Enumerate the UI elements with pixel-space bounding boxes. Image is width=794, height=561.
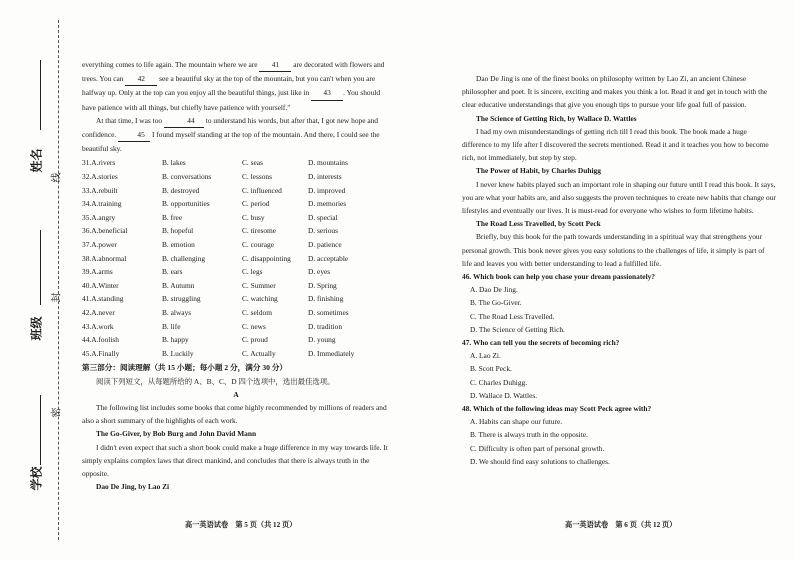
- option-cell: C. proud: [242, 335, 268, 345]
- school-write-line: [40, 395, 41, 465]
- option-cell: 42.A.never: [82, 307, 115, 317]
- option-cell: D. interests: [308, 172, 342, 182]
- book-text-dao-de-jing: Dao De Jing is one of the finest books on philosophy written by Lao Zi, an ancient Chinese philosopher and poet. It is sincere, exciting and makes you think a lot. Read it and get in touch with the clear educative understandings that give you enough tips to pursue your life goal full of passion.: [462, 74, 768, 110]
- option-cell: B. opportunities: [162, 199, 210, 209]
- cloze-text: are decorated with flowers and trees. You can: [82, 60, 385, 84]
- option-row: [82, 320, 382, 334]
- option-cell: D. mountains: [308, 158, 348, 168]
- option-cell: D. acceptable: [308, 253, 349, 263]
- option-row: [82, 265, 382, 279]
- option-cell: 39.A.arms: [82, 267, 113, 277]
- name-write-line: [40, 60, 41, 130]
- section-3-heading: 第三部分：阅读理解（共 15 小题；每小题 2 分，满分 30 分）: [82, 363, 288, 373]
- seal-dash-line: [58, 20, 59, 540]
- blank-44: 44: [164, 114, 204, 128]
- seal-mark-line: 线: [51, 172, 63, 183]
- option-cell: D. Spring: [308, 280, 337, 290]
- answer-choice: B. Scott Peck.: [470, 364, 512, 374]
- left-column: [82, 58, 390, 493]
- option-cell: B. conversations: [162, 172, 212, 182]
- answer-choice: B. The Go-Giver.: [470, 298, 522, 308]
- option-cell: C. period: [242, 199, 270, 209]
- option-cell: D. finishing: [308, 294, 344, 304]
- option-cell: D. patience: [308, 239, 342, 249]
- option-row: [82, 279, 382, 293]
- option-row: [82, 347, 382, 361]
- option-cell: C. seas: [242, 158, 263, 168]
- option-cell: D. memories: [308, 199, 347, 209]
- passage-intro: The following list includes some books that come highly recommended by millions of readers and also a short summary of the highlights of each work.: [82, 402, 387, 426]
- option-cell: 35.A.angry: [82, 212, 116, 222]
- option-cell: D. young: [308, 335, 336, 345]
- blank-45: 45: [118, 128, 150, 142]
- option-cell: C. Actually: [242, 348, 276, 358]
- option-cell: B. life: [162, 321, 181, 331]
- name-label: 姓名: [29, 148, 44, 173]
- question-stem: 46. Which book can help you chase your dream passionately?: [462, 272, 656, 282]
- option-cell: C. influenced: [242, 185, 282, 195]
- blank-43: 43: [311, 86, 343, 100]
- option-cell: C. watching: [242, 294, 278, 304]
- option-cell: C. Summer: [242, 280, 276, 290]
- option-cell: B. always: [162, 307, 192, 317]
- reading-instruction: 阅读下列短文，从每题所给的 A、B、C、D 四个选项中，选出最佳选项。: [96, 376, 335, 386]
- option-cell: C. disappointing: [242, 253, 291, 263]
- cloze-text: At that time, I was too: [96, 115, 164, 125]
- answer-choice: A. Habits can shape our future.: [470, 417, 563, 427]
- option-cell: 31.A.rivers: [82, 158, 116, 168]
- option-row: [82, 238, 382, 252]
- school-label: 学校: [29, 466, 44, 491]
- option-cell: D. special: [308, 212, 338, 222]
- question-stem: 47. Who can tell you the secrets of becoming rich?: [462, 338, 620, 348]
- class-write-line: [40, 230, 41, 305]
- answer-choice: A. Dao De Jing.: [470, 285, 518, 295]
- option-cell: B. emotion: [162, 239, 195, 249]
- page-footer-right: 高一英语试卷 第 6 页（共 12 页）: [565, 521, 677, 529]
- book-title-go-giver: The Go-Giver, by Bob Burg and John David Mann: [96, 429, 257, 439]
- option-cell: B. free: [162, 212, 183, 222]
- book-text-road-less-travelled: Briefly, buy this book for the path towards understanding in a spiritual way that strengthens your personal growth. This book never gives you easy solutions to the challenges of life, it simply is part of life and leaves you with better understanding to lead a fulfilled life.: [462, 232, 765, 268]
- option-cell: 38.A.abnormal: [82, 253, 127, 263]
- book-text-getting-rich: I had my own misunderstandings of getting rich till I read this book. The book made a huge difference to my life after I discovered the secrets mentioned. Read it and it teaches you how to become rich, not immediately, but step by step.: [462, 126, 769, 163]
- option-cell: C. tiresome: [242, 226, 277, 236]
- option-row: [82, 156, 382, 170]
- option-cell: B. lakes: [162, 158, 186, 168]
- option-cell: D. Immediately: [308, 348, 355, 358]
- option-row: [82, 292, 382, 306]
- book-title-getting-rich: The Science of Getting Rich, by Wallace D. Wattles: [476, 113, 637, 123]
- option-cell: 40.A.Winter: [82, 280, 119, 290]
- option-cell: 43.A.work: [82, 321, 114, 331]
- option-cell: B. ears: [162, 267, 183, 277]
- blank-42: 42: [125, 72, 157, 86]
- option-cell: C. courage: [242, 239, 275, 249]
- book-text-go-giver: I didn't even expect that such a short book could make a huge difference in my way towards life. It simply explains complex laws that direct mankind, and concludes that there is always truth in the opposite.: [82, 442, 388, 478]
- option-row: [82, 306, 382, 320]
- binding-margin: [0, 0, 70, 561]
- passage-letter: A: [233, 389, 239, 399]
- option-row: [82, 224, 382, 238]
- answer-choice: C. The Road Less Travelled.: [470, 311, 555, 321]
- option-row: [82, 333, 382, 347]
- answer-choice: B. There is always truth in the opposite.: [470, 430, 588, 440]
- seal-mark-secret: 密: [51, 407, 63, 418]
- option-cell: B. hopeful: [162, 226, 194, 236]
- right-column: [462, 72, 776, 468]
- option-row: [82, 252, 382, 266]
- option-cell: 32.A.stories: [82, 172, 118, 182]
- seal-mark-seal: 封: [51, 292, 63, 303]
- option-cell: D. serious: [308, 226, 338, 236]
- book-title-dao-de-jing: Dao De Jing, by Lao Zi: [96, 482, 170, 492]
- option-cell: 34.A.training: [82, 199, 122, 209]
- option-cell: C. busy: [242, 212, 265, 222]
- option-cell: 33.A.rebuilt: [82, 185, 118, 195]
- answer-choice: C. Charles Duhigg.: [470, 377, 528, 387]
- option-row: [82, 170, 382, 184]
- option-cell: 41.A.standing: [82, 294, 124, 304]
- option-row: [82, 184, 382, 198]
- cloze-text: . You should have patience with all things, but chiefly have patience with yourself.": [82, 88, 381, 112]
- blank-41: 41: [259, 58, 291, 72]
- answer-choice: D. We should find easy solutions to challenges.: [470, 456, 610, 466]
- option-cell: B. challenging: [162, 253, 206, 263]
- question-list: [462, 270, 776, 468]
- cloze-text: to understand his words, but after that, I got new hope and confidence.: [82, 115, 379, 140]
- option-cell: B. Autumn: [162, 280, 195, 290]
- option-cell: D. tradition: [308, 321, 343, 331]
- book-text-power-of-habit: I never knew habits played such an important role in shaping our future until I read this book. It says, you are what your habits are, and also suggests the proven techniques to create new habits that change our lifestyles and eventually our lives. It is must-read for everyone who wishes to form lifetime habits.: [462, 179, 776, 216]
- option-cell: 36.A.beneficial: [82, 226, 128, 236]
- option-cell: D. sometimes: [308, 307, 349, 317]
- cloze-options-table: [82, 156, 382, 360]
- page-footer-left: 高一英语试卷 第 5 页（共 12 页）: [185, 521, 297, 529]
- option-cell: D. eyes: [308, 267, 331, 277]
- option-cell: D. improved: [308, 185, 346, 195]
- answer-choice: D. Wallace D. Wattles.: [470, 390, 538, 400]
- option-cell: C. legs: [242, 267, 263, 277]
- option-cell: 45.A.Finally: [82, 348, 120, 358]
- cloze-paragraph-1: [82, 58, 390, 114]
- option-cell: B. destroyed: [162, 185, 200, 195]
- option-cell: C. news: [242, 321, 266, 331]
- option-cell: B. Luckily: [162, 348, 194, 358]
- cloze-paragraph-2: [82, 114, 390, 156]
- option-cell: C. seldom: [242, 307, 272, 317]
- book-title-road-less-travelled: The Road Less Travelled, by Scott Peck: [476, 219, 601, 229]
- cloze-text: I found myself standing at the top of the mountain. And there, I could see the beautiful sky.: [82, 130, 380, 154]
- answer-choice: A. Lao Zi.: [470, 351, 501, 361]
- book-title-power-of-habit: The Power of Habit, by Charles Duhigg: [476, 166, 601, 176]
- answer-choice: D. The Science of Getting Rich.: [470, 324, 565, 334]
- option-row: [82, 197, 382, 211]
- option-cell: 37.A.power: [82, 239, 117, 249]
- option-cell: B. happy: [162, 335, 189, 345]
- class-label: 班级: [29, 316, 44, 341]
- cloze-text: everything comes to life again. The mountain where we are: [82, 60, 260, 69]
- option-cell: C. lessons: [242, 172, 272, 182]
- option-row: [82, 211, 382, 225]
- cloze-text: see a beautiful sky at the top of the mountain, but you can't when you are halfway up. Only at the top can you enjoy all the beautiful things, just like in: [82, 74, 376, 98]
- question-stem: 48. Which of the following ideas may Scott Peck agree with?: [462, 404, 652, 414]
- option-cell: 44.A.foolish: [82, 335, 119, 345]
- answer-choice: C. Difficulty is often part of personal growth.: [470, 443, 605, 453]
- option-cell: B. struggling: [162, 294, 201, 304]
